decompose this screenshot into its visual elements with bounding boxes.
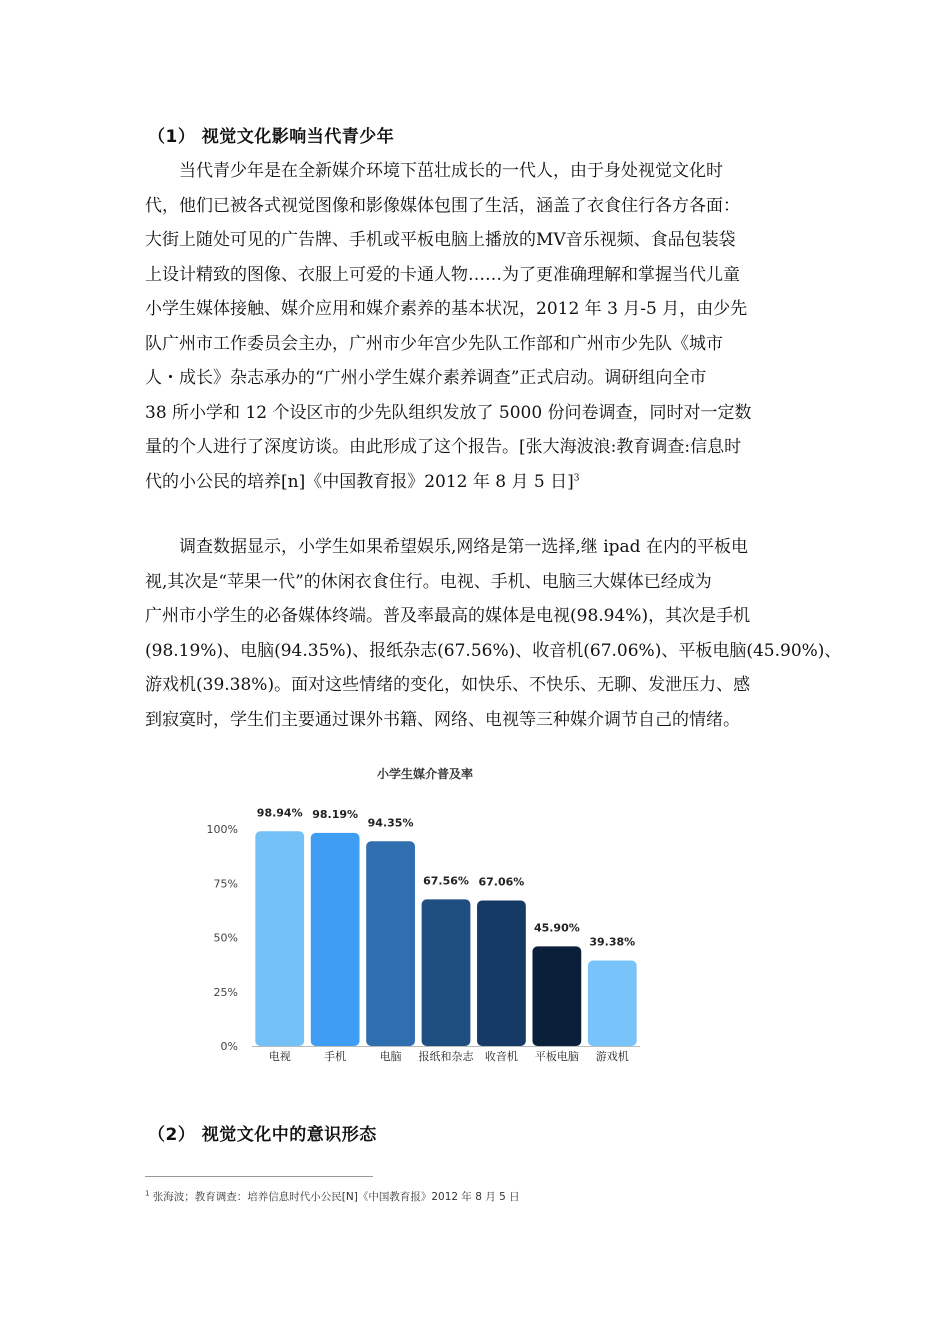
y-tick-label: 25% (213, 985, 238, 999)
x-tick-label: 电脑 (379, 1050, 402, 1063)
data-label: 98.19% (312, 807, 359, 821)
footnote-marker: 1 (145, 1189, 150, 1198)
text-line: 调查数据显示，小学生如果希望娱乐,网络是第一选择,继 ipad 在内的平板电 (179, 537, 748, 557)
data-label: 98.94% (256, 806, 303, 820)
x-tick-label: 平板电脑 (534, 1050, 579, 1063)
text-line: 人・成长》杂志承办的“广州小学生媒介素养调查”正式启动。调研组向全市 (145, 368, 707, 388)
text-line: 当代青少年是在全新媒介环境下茁壮成长的一代人，由于身处视觉文化时 (179, 161, 723, 181)
section-heading-2: （2） 视觉文化中的意识形态 (148, 1125, 377, 1145)
bar-报纸和杂志 (422, 899, 471, 1046)
data-label: 67.56% (423, 874, 469, 888)
text-line: 上设计精致的图像、衣服上可爱的卡通人物……为了更准确理解和掌握当代儿童 (145, 264, 740, 285)
text-line: 量的个人进行了深度访谈。由此形成了这个报告。[张大海波浪:教育调查:信息时 (145, 437, 742, 457)
data-label: 39.38% (589, 935, 636, 949)
footnote-text: 张海波；教育调查：培养信息时代小公民[N]《中国教育报》2012 年 8 月 5 日 (152, 1191, 520, 1203)
x-tick-label: 电视 (268, 1050, 291, 1063)
section-heading-1: （1） 视觉文化影响当代青少年 (148, 127, 395, 147)
y-tick-label: 50% (213, 931, 238, 945)
x-tick-label: 报纸和杂志 (418, 1050, 474, 1063)
text-line: 代的小公民的培养[n]《中国教育报》2012 年 8 月 5 日]$^3$ (145, 471, 580, 492)
text-line: 38 所小学和 12 个设区市的少先队组织发放了 5000 份问卷调查，同时对一定数 (145, 402, 752, 423)
y-tick-label: 100% (206, 823, 238, 836)
x-tick-label: 收音机 (484, 1050, 518, 1063)
text-line: (98.19%)、电脑(94.35%)、报纸杂志(67.56%)、收音机(67.06%)、平板电脑(45.90%)、 (145, 640, 842, 661)
bar-收音机 (477, 900, 526, 1046)
text-line: 视,其次是“苹果一代”的休闲衣食住行。电视、手机、电脑三大媒体已经成为 (145, 571, 712, 592)
paragraph-survey-data (145, 530, 842, 737)
bar-电脑 (366, 841, 415, 1046)
footnote-reference: 3 (573, 472, 580, 483)
text-line: 广州市小学生的必备媒体终端。普及率最高的媒体是电视(98.94%)，其次是手机 (145, 606, 751, 626)
text-line: 小学生媒体接触、媒介应用和媒介素养的基本状况，2012 年 3 月-5 月，由少先 (145, 299, 748, 319)
data-label: 94.35% (367, 816, 414, 830)
x-tick-label: 游戏机 (595, 1050, 629, 1063)
footnote (145, 1189, 520, 1204)
data-label: 45.90% (533, 921, 580, 935)
bar-手机 (311, 833, 360, 1046)
footnote-divider (145, 1176, 373, 1177)
chart-title: 小学生媒介普及率 (376, 767, 474, 781)
media-penetration-chart (190, 758, 660, 1068)
y-tick-label: 75% (213, 877, 238, 891)
x-tick-label: 手机 (324, 1050, 347, 1063)
bar-电视 (255, 831, 304, 1046)
data-label: 67.06% (478, 875, 525, 889)
y-tick-label: 0% (220, 1040, 238, 1053)
bar-chart-svg (190, 758, 660, 1068)
text-line: 大街上随处可见的广告牌、手机或平板电脑上播放的MV音乐视频、食品包装袋 (145, 230, 736, 250)
text-line: 游戏机(39.38%)。面对这些情绪的变化，如快乐、不快乐、无聊、发泄压力、感 (145, 675, 751, 695)
bar-游戏机 (588, 961, 637, 1046)
bar-平板电脑 (532, 946, 581, 1046)
text-line: 代，他们已被各式视觉图像和影像媒体包围了生活，涵盖了衣食住行各方各面： (145, 195, 740, 216)
paragraph-visual-culture (145, 154, 810, 499)
text-line: 到寂寞时，学生们主要通过课外书籍、网络、电视等三种媒介调节自己的情绪。 (145, 709, 740, 730)
text-line: 队广州市工作委员会主办，广州市少年宫少先队工作部和广州市少先队《城市 (145, 333, 723, 354)
